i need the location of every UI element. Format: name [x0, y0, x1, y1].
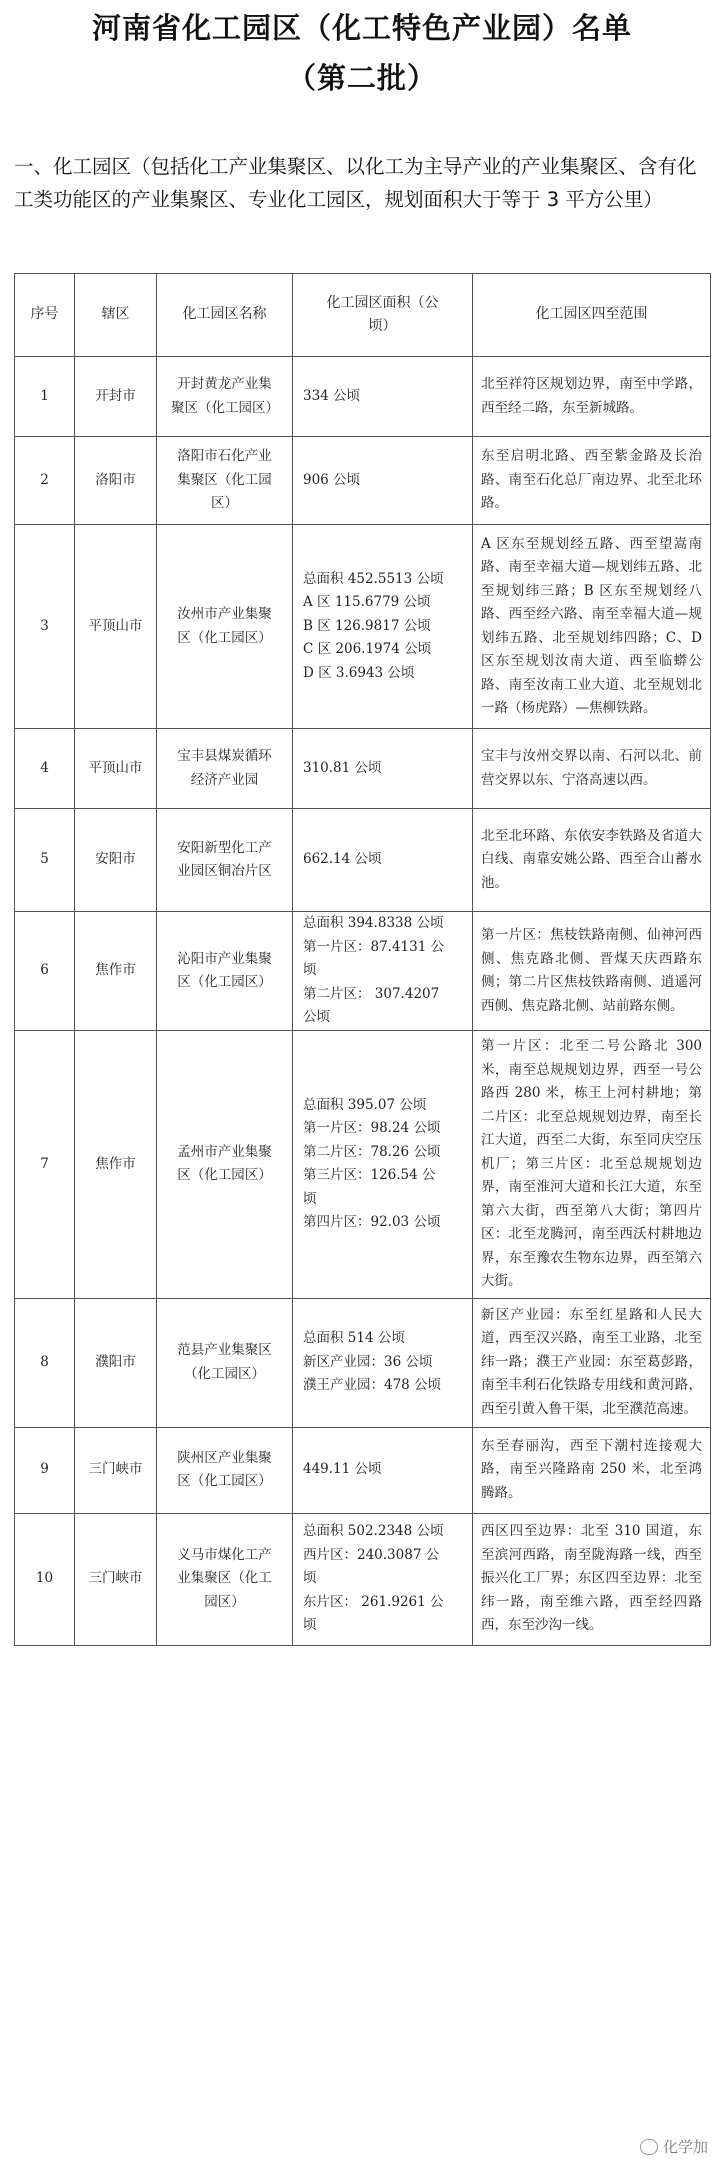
- row-park-name: 陕州区产业集聚区（化工园区）: [157, 1427, 293, 1513]
- row-area: [293, 1427, 473, 1513]
- area-line: 第二片区： 307.4207: [303, 985, 440, 1002]
- area-line: 310.81 公顷: [303, 759, 382, 776]
- row-area: [293, 357, 473, 437]
- area-line: 濮王产业园：478 公顷: [303, 1377, 442, 1394]
- area-line: 第四片区：92.03 公顷: [303, 1214, 441, 1231]
- area-line: 顷: [303, 1570, 317, 1587]
- row-park-name: 开封黄龙产业集聚区（化工园区）: [157, 357, 293, 437]
- table-row: [15, 729, 711, 809]
- row-area: [293, 1513, 473, 1645]
- row-no: 5: [15, 809, 75, 912]
- row-area: [293, 1031, 473, 1299]
- area-line: 总面积 395.07 公顷: [303, 1096, 427, 1113]
- row-district: 开封市: [75, 357, 157, 437]
- area-line: A 区 115.6779 公顷: [303, 594, 431, 611]
- area-line: 总面积 452.5513 公顷: [303, 570, 444, 587]
- header-area: 化工园区面积（公顷）: [293, 274, 473, 357]
- row-no: 8: [15, 1298, 75, 1427]
- row-scope: 第一片区：北至二号公路北 300 米，南至总规规划边界，西至一号公路西 280 米，栋王上河村耕地；第二片区：北至总规规划边界，南至长江大道，西至二大街，东至同庆空压机厂；第三片区：北至总规规划边界，南至淮河大道和长江大道，东至第六大街，西至第八大街；第四片区：北至龙腾河，南至西沃村耕地边界，东至豫农生物东边界，西至第六大街。: [473, 1031, 711, 1299]
- area-line: 新区产业园：36 公顷: [303, 1353, 433, 1370]
- header-no: 序号: [15, 274, 75, 357]
- header-district: 辖区: [75, 274, 157, 357]
- area-line: 662.14 公顷: [303, 851, 382, 868]
- row-park-name: 宝丰县煤炭循环经济产业园: [157, 729, 293, 809]
- area-line: 总面积 394.8338 公顷: [303, 915, 444, 932]
- row-area: [293, 809, 473, 912]
- row-scope: A 区东至规划经五路、西至望嵩南路、南至幸福大道—规划纬五路、北至规划纬三路；B 区东至规划经八路、西至经六路、南至幸福大道—规划纬五路、北至规划纬四路；C、D 区东至规划汝南大道、西至临蟒公路、南至汝南工业大道、北至规划北一路（杨虎路）—焦柳铁路。: [473, 525, 711, 729]
- row-no: 10: [15, 1513, 75, 1645]
- table-row: [15, 437, 711, 525]
- row-park-name: 洛阳市石化产业集聚区（化工园区）: [157, 437, 293, 525]
- area-line: 334 公顷: [303, 387, 361, 404]
- watermark: [640, 2136, 708, 2157]
- row-scope: 新区产业园：东至红星路和人民大道，西至汉兴路，南至工业路，北至纬一路；濮王产业园：东至葛彭路，南至丰利石化铁路专用线和黄河路，西至引黄入鲁干渠，北至濮范高速。: [473, 1298, 711, 1427]
- row-area: [293, 912, 473, 1031]
- area-line: 906 公顷: [303, 471, 361, 488]
- table-row: [15, 1427, 711, 1513]
- document-title: 河南省化工园区（化工特色产业园）名单: [91, 11, 632, 45]
- row-scope: 东至启明北路、西至紫金路及长治路、南至石化总厂南边界、北至北环路。: [473, 437, 711, 525]
- area-line: 顷: [303, 1190, 317, 1207]
- header-park-name: 化工园区名称: [157, 274, 293, 357]
- area-line: D 区 3.6943 公顷: [303, 664, 415, 681]
- table-row: [15, 809, 711, 912]
- table-row: [15, 1031, 711, 1299]
- row-park-name: 汝州市产业集聚区（化工园区）: [157, 525, 293, 729]
- row-park-name: 义马市煤化工产业集聚区（化工园区）: [157, 1513, 293, 1645]
- row-district: 濮阳市: [75, 1298, 157, 1427]
- table-body: [15, 357, 711, 1646]
- area-line: 449.11 公顷: [303, 1461, 382, 1478]
- row-district: 焦作市: [75, 912, 157, 1031]
- row-district: 焦作市: [75, 1031, 157, 1299]
- row-district: 平顶山市: [75, 525, 157, 729]
- row-park-name: 范县产业集聚区（化工园区）: [157, 1298, 293, 1427]
- wechat-icon: [640, 2139, 658, 2155]
- area-line: 第一片区：87.4131 公: [303, 938, 445, 955]
- document-subtitle: （第二批）: [286, 61, 437, 95]
- row-park-name: 孟州市产业集聚区（化工园区）: [157, 1031, 293, 1299]
- area-line: B 区 126.9817 公顷: [303, 617, 431, 634]
- area-line: 顷: [303, 1617, 317, 1634]
- area-line: 东片区： 261.9261 公: [303, 1593, 444, 1610]
- area-line: 第二片区：78.26 公顷: [303, 1143, 441, 1160]
- row-scope: 东至春丽沟，西至下潮村连接观大路，南至兴隆路南 250 米，北至鸿腾路。: [473, 1427, 711, 1513]
- row-no: 1: [15, 357, 75, 437]
- row-area: [293, 437, 473, 525]
- row-no: 6: [15, 912, 75, 1031]
- table-row: [15, 912, 711, 1031]
- row-scope: 北至祥符区规划边界，南至中学路，西至经二路，东至新城路。: [473, 357, 711, 437]
- area-line: 总面积 502.2348 公顷: [303, 1523, 444, 1540]
- row-district: 安阳市: [75, 809, 157, 912]
- row-scope: 第一片区：焦枝铁路南侧、仙神河西侧、焦克路北侧、晋煤天庆西路东侧；第二片区焦枝铁路南侧、逍遥河西侧、焦克路北侧、站前路东侧。: [473, 912, 711, 1031]
- row-district: 洛阳市: [75, 437, 157, 525]
- table-row: [15, 1513, 711, 1645]
- row-district: 平顶山市: [75, 729, 157, 809]
- row-scope: 北至北环路、东依安李铁路及省道大白线、南靠安姚公路、西至合山蓄水池。: [473, 809, 711, 912]
- area-line: C 区 206.1974 公顷: [303, 641, 432, 658]
- section-heading: 一、化工园区（包括化工产业集聚区、以化工为主导产业的产业集聚区、含有化工类功能区的产业集聚区、专业化工园区，规划面积大于等于 3 平方公里）: [14, 155, 697, 211]
- area-line: 西片区：240.3087 公: [303, 1546, 440, 1563]
- row-district: 三门峡市: [75, 1427, 157, 1513]
- area-line: 公顷: [303, 1009, 330, 1026]
- table-row: [15, 357, 711, 437]
- row-no: 2: [15, 437, 75, 525]
- row-area: [293, 525, 473, 729]
- row-district: 三门峡市: [75, 1513, 157, 1645]
- row-no: 7: [15, 1031, 75, 1299]
- table-header-row: [15, 274, 711, 357]
- watermark-text: 化学加: [662, 2138, 708, 2156]
- row-scope: 宝丰与汝州交界以南、石河以北、前营交界以东、宁洛高速以西。: [473, 729, 711, 809]
- row-park-name: 安阳新型化工产业园区铜冶片区: [157, 809, 293, 912]
- row-area: [293, 729, 473, 809]
- area-line: 第一片区：98.24 公顷: [303, 1120, 441, 1137]
- area-line: 顷: [303, 962, 317, 979]
- park-list-table: [14, 273, 711, 1646]
- header-scope: 化工园区四至范围: [473, 274, 711, 357]
- row-no: 9: [15, 1427, 75, 1513]
- row-scope: 西区四至边界：北至 310 国道，东至滨河西路，南至陇海路一线，西至振兴化工厂界；东区四至边界：北至纬一路，南至维六路，西至经四路西，东至沙沟一线。: [473, 1513, 711, 1645]
- row-no: 4: [15, 729, 75, 809]
- table-row: [15, 1298, 711, 1427]
- row-area: [293, 1298, 473, 1427]
- row-park-name: 沁阳市产业集聚区（化工园区）: [157, 912, 293, 1031]
- table-row: [15, 525, 711, 729]
- area-line: 总面积 514 公顷: [303, 1330, 405, 1347]
- area-line: 第三片区：126.54 公: [303, 1167, 436, 1184]
- row-no: 3: [15, 525, 75, 729]
